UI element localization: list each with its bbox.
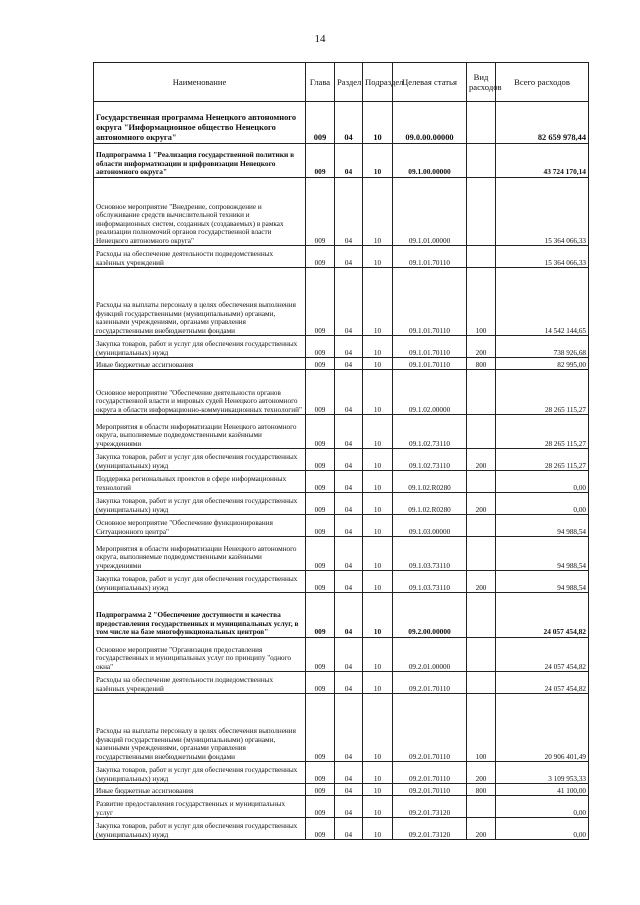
cell-podrazdel: 10 bbox=[363, 694, 393, 762]
cell-name: Закупка товаров, работ и услуг для обеспечения государственных (муниципальных) нужд bbox=[94, 571, 306, 593]
cell-glava: 009 bbox=[306, 818, 335, 840]
cell-total: 28 265 115,27 bbox=[496, 370, 589, 415]
cell-vid bbox=[467, 415, 496, 449]
cell-vid: 100 bbox=[467, 694, 496, 762]
cell-razdel: 04 bbox=[335, 672, 363, 694]
table-row bbox=[94, 144, 589, 178]
cell-name: Расходы на выплаты персоналу в целях обеспечения выполнения функций государственными (муниципальными) органами, казенными учреждениями, органами управления государственными внебюджетными фондами bbox=[94, 268, 306, 336]
cell-statya: 09.1.02.73110 bbox=[393, 415, 467, 449]
cell-total: 24 057 454,82 bbox=[496, 672, 589, 694]
cell-podrazdel: 10 bbox=[363, 796, 393, 818]
cell-total: 15 364 066,33 bbox=[496, 246, 589, 268]
cell-glava: 009 bbox=[306, 144, 335, 178]
cell-razdel: 04 bbox=[335, 537, 363, 571]
table-row bbox=[94, 784, 589, 796]
table-row bbox=[94, 246, 589, 268]
cell-glava: 009 bbox=[306, 672, 335, 694]
table-row bbox=[94, 638, 589, 672]
cell-statya: 09.1.01.70110 bbox=[393, 336, 467, 358]
cell-vid bbox=[467, 638, 496, 672]
header-section: Раздел bbox=[335, 63, 363, 102]
table-row bbox=[94, 515, 589, 537]
cell-statya: 09.2.01.70110 bbox=[393, 762, 467, 784]
cell-glava: 009 bbox=[306, 493, 335, 515]
cell-total: 24 057 454,82 bbox=[496, 593, 589, 638]
cell-vid bbox=[467, 178, 496, 246]
cell-razdel: 04 bbox=[335, 246, 363, 268]
cell-name: Иные бюджетные ассигнования bbox=[94, 784, 306, 796]
table-row bbox=[94, 471, 589, 493]
cell-podrazdel: 10 bbox=[363, 471, 393, 493]
cell-podrazdel: 10 bbox=[363, 593, 393, 638]
table-row bbox=[94, 178, 589, 246]
cell-glava: 009 bbox=[306, 694, 335, 762]
cell-razdel: 04 bbox=[335, 358, 363, 370]
table-row bbox=[94, 370, 589, 415]
cell-vid bbox=[467, 515, 496, 537]
table-row bbox=[94, 818, 589, 840]
cell-razdel: 04 bbox=[335, 638, 363, 672]
cell-razdel: 04 bbox=[335, 178, 363, 246]
cell-statya: 09.2.01.70110 bbox=[393, 694, 467, 762]
cell-statya: 09.1.03.73110 bbox=[393, 537, 467, 571]
table-row bbox=[94, 593, 589, 638]
table-row bbox=[94, 102, 589, 144]
cell-vid: 200 bbox=[467, 571, 496, 593]
cell-vid: 200 bbox=[467, 449, 496, 471]
cell-statya: 09.2.01.70110 bbox=[393, 784, 467, 796]
cell-vid bbox=[467, 102, 496, 144]
cell-statya: 09.2.01.70110 bbox=[393, 672, 467, 694]
cell-name: Мероприятия в области информатизации Ненецкого автономного округа, выполняемые подведомственными казёнными учреждениями bbox=[94, 537, 306, 571]
cell-total: 94 988,54 bbox=[496, 571, 589, 593]
cell-podrazdel: 10 bbox=[363, 638, 393, 672]
cell-name: Государственная программа Ненецкого автономного округа "Информационное общество Ненецкого автономного округа" bbox=[94, 102, 306, 144]
cell-statya: 09.1.01.00000 bbox=[393, 178, 467, 246]
cell-total: 0,00 bbox=[496, 818, 589, 840]
cell-name: Подпрограмма 2 "Обеспечение доступности и качества предоставления государственных и муниципальных услуг, в том числе на базе многофункциональных центров" bbox=[94, 593, 306, 638]
cell-name: Основное мероприятие "Обеспечение деятельности органов государственной власти и мировых судей Ненецкого автономного округа в области информационно-коммуникационных технологий" bbox=[94, 370, 306, 415]
header-expense-type: Вид расходов bbox=[467, 63, 496, 102]
cell-statya: 09.2.01.73120 bbox=[393, 818, 467, 840]
cell-total: 14 542 144,65 bbox=[496, 268, 589, 336]
cell-total: 94 988,54 bbox=[496, 515, 589, 537]
cell-glava: 009 bbox=[306, 571, 335, 593]
cell-glava: 009 bbox=[306, 102, 335, 144]
cell-podrazdel: 10 bbox=[363, 102, 393, 144]
cell-podrazdel: 10 bbox=[363, 571, 393, 593]
cell-name: Расходы на обеспечение деятельности подведомственных казённых учреждений bbox=[94, 672, 306, 694]
cell-statya: 09.1.00.00000 bbox=[393, 144, 467, 178]
table-header-row bbox=[94, 63, 589, 102]
cell-glava: 009 bbox=[306, 593, 335, 638]
cell-name: Поддержка региональных проектов в сфере информационных технологий bbox=[94, 471, 306, 493]
header-total: Всего расходов bbox=[496, 63, 589, 102]
cell-podrazdel: 10 bbox=[363, 144, 393, 178]
cell-statya: 09.1.02.R0280 bbox=[393, 471, 467, 493]
cell-podrazdel: 10 bbox=[363, 672, 393, 694]
table-row bbox=[94, 694, 589, 762]
cell-statya: 09.2.00.00000 bbox=[393, 593, 467, 638]
cell-total: 0,00 bbox=[496, 471, 589, 493]
cell-total: 28 265 115,27 bbox=[496, 415, 589, 449]
cell-razdel: 04 bbox=[335, 415, 363, 449]
cell-podrazdel: 10 bbox=[363, 818, 393, 840]
cell-vid: 800 bbox=[467, 358, 496, 370]
table-row bbox=[94, 358, 589, 370]
header-name: Наименование bbox=[94, 63, 306, 102]
cell-name: Развитие предоставления государственных и муниципальных услуг bbox=[94, 796, 306, 818]
table-row bbox=[94, 415, 589, 449]
cell-razdel: 04 bbox=[335, 449, 363, 471]
cell-name: Закупка товаров, работ и услуг для обеспечения государственных (муниципальных) нужд bbox=[94, 493, 306, 515]
cell-statya: 09.0.00.00000 bbox=[393, 102, 467, 144]
cell-razdel: 04 bbox=[335, 268, 363, 336]
cell-vid bbox=[467, 537, 496, 571]
cell-statya: 09.2.01.00000 bbox=[393, 638, 467, 672]
cell-razdel: 04 bbox=[335, 144, 363, 178]
header-target-article: Целевая статья bbox=[393, 63, 467, 102]
cell-glava: 009 bbox=[306, 415, 335, 449]
cell-name: Подпрограмма 1 "Реализация государственной политики в области информатизации и цифровизации Ненецкого автономного округа" bbox=[94, 144, 306, 178]
cell-vid: 200 bbox=[467, 493, 496, 515]
cell-razdel: 04 bbox=[335, 471, 363, 493]
cell-total: 41 100,00 bbox=[496, 784, 589, 796]
cell-vid bbox=[467, 471, 496, 493]
cell-name: Закупка товаров, работ и услуг для обеспечения государственных (муниципальных) нужд bbox=[94, 449, 306, 471]
table-row bbox=[94, 672, 589, 694]
cell-podrazdel: 10 bbox=[363, 784, 393, 796]
cell-name: Расходы на выплаты персоналу в целях обеспечения выполнения функций государственными (муниципальными) органами, казенными учреждениями, органами управления государственными внебюджетными фондами bbox=[94, 694, 306, 762]
cell-podrazdel: 10 bbox=[363, 515, 393, 537]
cell-name: Закупка товаров, работ и услуг для обеспечения государственных (муниципальных) нужд bbox=[94, 336, 306, 358]
cell-name: Иные бюджетные ассигнования bbox=[94, 358, 306, 370]
table-row bbox=[94, 571, 589, 593]
budget-table bbox=[93, 62, 589, 840]
cell-statya: 09.1.02.00000 bbox=[393, 370, 467, 415]
cell-glava: 009 bbox=[306, 471, 335, 493]
cell-razdel: 04 bbox=[335, 102, 363, 144]
cell-total: 43 724 170,14 bbox=[496, 144, 589, 178]
cell-statya: 09.1.02.R0280 bbox=[393, 493, 467, 515]
table-row bbox=[94, 449, 589, 471]
cell-total: 20 906 401,49 bbox=[496, 694, 589, 762]
cell-glava: 009 bbox=[306, 246, 335, 268]
cell-podrazdel: 10 bbox=[363, 449, 393, 471]
cell-razdel: 04 bbox=[335, 571, 363, 593]
cell-glava: 009 bbox=[306, 515, 335, 537]
cell-podrazdel: 10 bbox=[363, 246, 393, 268]
header-chapter: Глава bbox=[306, 63, 335, 102]
cell-glava: 009 bbox=[306, 537, 335, 571]
cell-total: 94 988,54 bbox=[496, 537, 589, 571]
cell-vid bbox=[467, 370, 496, 415]
cell-total: 28 265 115,27 bbox=[496, 449, 589, 471]
cell-razdel: 04 bbox=[335, 784, 363, 796]
cell-podrazdel: 10 bbox=[363, 336, 393, 358]
cell-name: Закупка товаров, работ и услуг для обеспечения государственных (муниципальных) нужд bbox=[94, 762, 306, 784]
cell-razdel: 04 bbox=[335, 762, 363, 784]
cell-statya: 09.2.01.73120 bbox=[393, 796, 467, 818]
cell-vid: 800 bbox=[467, 784, 496, 796]
cell-total: 82 995,00 bbox=[496, 358, 589, 370]
cell-name: Основное мероприятие "Организация предоставления государственных и муниципальных услуг по принципу "одного окна" bbox=[94, 638, 306, 672]
cell-podrazdel: 10 bbox=[363, 415, 393, 449]
table-row bbox=[94, 336, 589, 358]
cell-name: Основное мероприятие "Внедрение, сопровождение и обслуживание средств вычислительной техники и информационных систем, созданных (создаваемых) в рамках реализации полномочий органов государственной власти Ненецкого автономного округа" bbox=[94, 178, 306, 246]
cell-glava: 009 bbox=[306, 178, 335, 246]
cell-total: 24 057 454,82 bbox=[496, 638, 589, 672]
cell-podrazdel: 10 bbox=[363, 370, 393, 415]
cell-vid bbox=[467, 246, 496, 268]
cell-podrazdel: 10 bbox=[363, 493, 393, 515]
cell-statya: 09.1.01.70110 bbox=[393, 246, 467, 268]
cell-razdel: 04 bbox=[335, 515, 363, 537]
cell-name: Мероприятия в области информатизации Ненецкого автономного округа, выполняемые подведомственными казёнными учреждениями bbox=[94, 415, 306, 449]
cell-statya: 09.1.01.70110 bbox=[393, 358, 467, 370]
cell-statya: 09.1.01.70110 bbox=[393, 268, 467, 336]
cell-vid bbox=[467, 593, 496, 638]
cell-glava: 009 bbox=[306, 796, 335, 818]
cell-podrazdel: 10 bbox=[363, 537, 393, 571]
cell-statya: 09.1.03.00000 bbox=[393, 515, 467, 537]
cell-glava: 009 bbox=[306, 638, 335, 672]
cell-total: 3 109 953,33 bbox=[496, 762, 589, 784]
cell-name: Закупка товаров, работ и услуг для обеспечения государственных (муниципальных) нужд bbox=[94, 818, 306, 840]
cell-glava: 009 bbox=[306, 336, 335, 358]
cell-glava: 009 bbox=[306, 268, 335, 336]
cell-glava: 009 bbox=[306, 762, 335, 784]
cell-razdel: 04 bbox=[335, 796, 363, 818]
cell-total: 15 364 066,33 bbox=[496, 178, 589, 246]
cell-glava: 009 bbox=[306, 358, 335, 370]
cell-total: 0,00 bbox=[496, 796, 589, 818]
cell-glava: 009 bbox=[306, 784, 335, 796]
cell-vid: 200 bbox=[467, 336, 496, 358]
cell-total: 738 926,68 bbox=[496, 336, 589, 358]
header-subsection: Подраздел bbox=[363, 63, 393, 102]
cell-podrazdel: 10 bbox=[363, 762, 393, 784]
cell-vid bbox=[467, 672, 496, 694]
cell-glava: 009 bbox=[306, 449, 335, 471]
cell-statya: 09.1.02.73110 bbox=[393, 449, 467, 471]
cell-vid: 200 bbox=[467, 762, 496, 784]
cell-total: 0,00 bbox=[496, 493, 589, 515]
cell-razdel: 04 bbox=[335, 336, 363, 358]
cell-glava: 009 bbox=[306, 370, 335, 415]
cell-razdel: 04 bbox=[335, 593, 363, 638]
cell-podrazdel: 10 bbox=[363, 268, 393, 336]
cell-vid bbox=[467, 796, 496, 818]
cell-name: Основное мероприятие "Обеспечение функционирования Ситуационного центра" bbox=[94, 515, 306, 537]
cell-vid: 100 bbox=[467, 268, 496, 336]
table-row bbox=[94, 762, 589, 784]
table-row bbox=[94, 493, 589, 515]
table-row bbox=[94, 268, 589, 336]
cell-vid: 200 bbox=[467, 818, 496, 840]
cell-total: 82 659 978,44 bbox=[496, 102, 589, 144]
cell-razdel: 04 bbox=[335, 370, 363, 415]
cell-razdel: 04 bbox=[335, 818, 363, 840]
cell-name: Расходы на обеспечение деятельности подведомственных казённых учреждений bbox=[94, 246, 306, 268]
cell-razdel: 04 bbox=[335, 694, 363, 762]
cell-vid bbox=[467, 144, 496, 178]
table-row bbox=[94, 537, 589, 571]
page-number: 14 bbox=[314, 33, 326, 45]
cell-podrazdel: 10 bbox=[363, 178, 393, 246]
table-row bbox=[94, 796, 589, 818]
cell-statya: 09.1.03.73110 bbox=[393, 571, 467, 593]
cell-razdel: 04 bbox=[335, 493, 363, 515]
cell-podrazdel: 10 bbox=[363, 358, 393, 370]
